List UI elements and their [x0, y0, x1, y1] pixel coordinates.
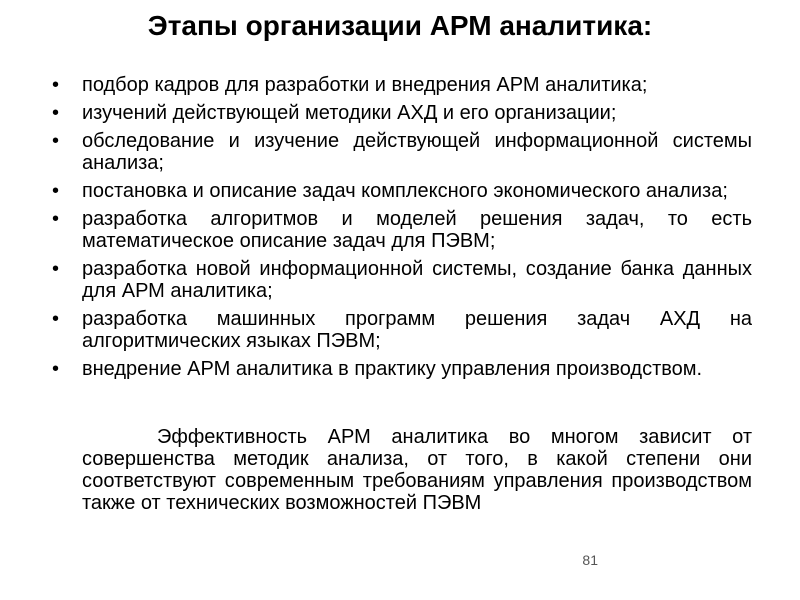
list-item-text: внедрение АРМ аналитика в практику управления производством.: [82, 358, 703, 380]
stages-list: [50, 74, 752, 386]
bullet-icon: •: [52, 358, 60, 380]
list-item: [50, 258, 752, 302]
bullet-icon: •: [52, 308, 60, 330]
bullet-icon: •: [52, 180, 60, 202]
page-number: 81: [582, 552, 598, 568]
bullet-icon: •: [52, 130, 60, 152]
bullet-icon: •: [52, 258, 60, 280]
list-item: [50, 308, 752, 352]
bullet-icon: •: [52, 74, 60, 96]
list-item: [50, 102, 752, 124]
list-item: [50, 358, 752, 380]
list-item: [50, 208, 752, 252]
bullet-icon: •: [52, 208, 60, 230]
list-item: [50, 74, 752, 96]
list-item-text: разработка новой информационной системы, создание банка данных для АРМ аналитика;: [82, 258, 752, 302]
conclusion-paragraph: Эффективность АРМ аналитика во многом зависит от совершенства методик анализа, от того, в какой степени они соответствуют современным требованиям управления производством также от технических возможностей ПЭВМ: [82, 426, 752, 514]
list-item-text: разработка алгоритмов и моделей решения задач, то есть математическое описание задач для ПЭВМ;: [82, 208, 752, 252]
slide-title: Этапы организации АРМ аналитика:: [147, 10, 653, 41]
list-item-text: подбор кадров для разработки и внедрения АРМ аналитика;: [82, 74, 648, 96]
list-item: [50, 130, 752, 174]
list-item-text: изучений действующей методики АХД и его организации;: [82, 102, 617, 124]
list-item-text: разработка машинных программ решения задач АХД на алгоритмических языках ПЭВМ;: [82, 308, 752, 352]
list-item: [50, 180, 752, 202]
list-item-text: обследование и изучение действующей информационной системы анализа;: [82, 130, 752, 174]
list-item-text: постановка и описание задач комплексного экономического анализа;: [82, 180, 728, 202]
bullet-icon: •: [52, 102, 60, 124]
